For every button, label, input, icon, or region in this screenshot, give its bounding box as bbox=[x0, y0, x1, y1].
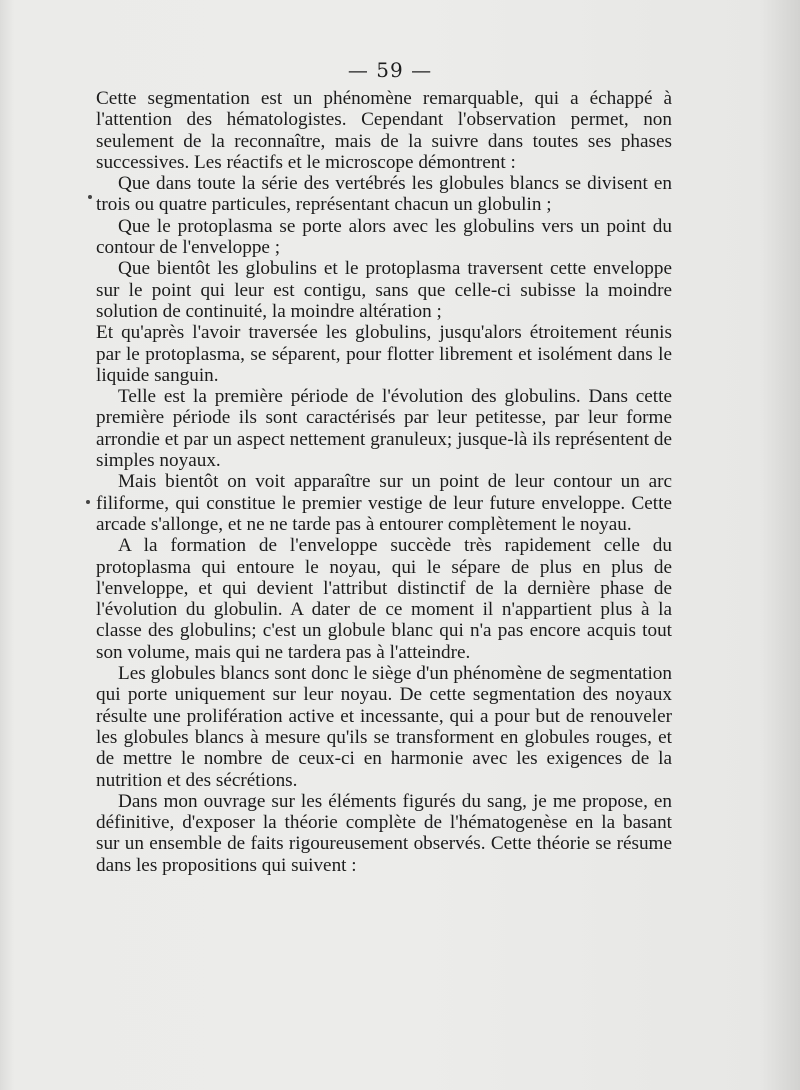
page-number: — 59 — bbox=[347, 58, 433, 82]
paragraph: Que bientôt les globulins et le protoplasma traversent cette enveloppe sur le point qui leur est contigu, sans que celle-ci subisse la moindre solution de continuité, la moindre altération ; bbox=[96, 258, 672, 322]
paragraph: Et qu'après l'avoir traversée les globulins, jusqu'alors étroitement réunis par le protoplasma, se séparent, pour flotter librement et isolément dans le liquide sanguin. bbox=[96, 322, 672, 386]
paragraph: Que dans toute la série des vertébrés les globules blancs se divisent en trois ou quatre particules, représentant chacun un globulin ; bbox=[96, 173, 672, 216]
ink-speck bbox=[86, 500, 90, 504]
paragraph: Dans mon ouvrage sur les éléments figurés du sang, je me propose, en définitive, d'exposer la théorie complète de l'hématogenèse en la basant sur un ensemble de faits rigoureusement observés. Cette théorie se résume dans les propositions qui suivent : bbox=[96, 790, 672, 876]
paragraph: Cette segmentation est un phénomène remarquable, qui a échappé à l'attention des hématologistes. Cependant l'observation permet, non seulement de la reconnaître, mais de la suivre dans toutes ses phases successives. Les réactifs et le microscope démontrent : bbox=[96, 88, 672, 173]
paragraph: Les globules blancs sont donc le siège d'un phénomène de segmentation qui porte uniquement sur leur noyau. De cette segmentation des noyaux résulte une prolifération active et incessante, qui a pour but de renouveler les globules blancs à mesure qu'ils se transforment en globules rouges, et de mettre le nombre de ceux-ci en harmonie avec les exigences de la nutrition et des sécrétions. bbox=[96, 663, 672, 791]
paragraph: Que le protoplasma se porte alors avec les globulins vers un point du contour de l'enveloppe ; bbox=[96, 215, 672, 259]
paragraph: Telle est la première période de l'évolution des globulins. Dans cette première période ils sont caractérisés par leur petitesse, par leur forme arrondie et par un aspect nettement granuleux; jusque-là ils représentent de simples noyaux. bbox=[96, 386, 672, 472]
ink-speck bbox=[88, 195, 92, 199]
body-text bbox=[96, 88, 672, 876]
paragraph: Mais bientôt on voit apparaître sur un point de leur contour un arc filiforme, qui constitue le premier vestige de leur future enveloppe. Cette arcade s'allonge, et ne ne tarde pas à entourer complètement le noyau. bbox=[96, 471, 672, 535]
paragraph: A la formation de l'enveloppe succède très rapidement celle du protoplasma qui entoure le noyau, qui le sépare de plus en plus de l'enveloppe, et qui devient l'attribut distinctif de la dernière phase de l'évolution du globulin. A dater de ce moment il n'appartient plus à la classe des globulins; c'est un globule blanc qui n'a pas encore acquis tout son volume, mais qui ne tardera pas à l'atteindre. bbox=[96, 535, 672, 663]
